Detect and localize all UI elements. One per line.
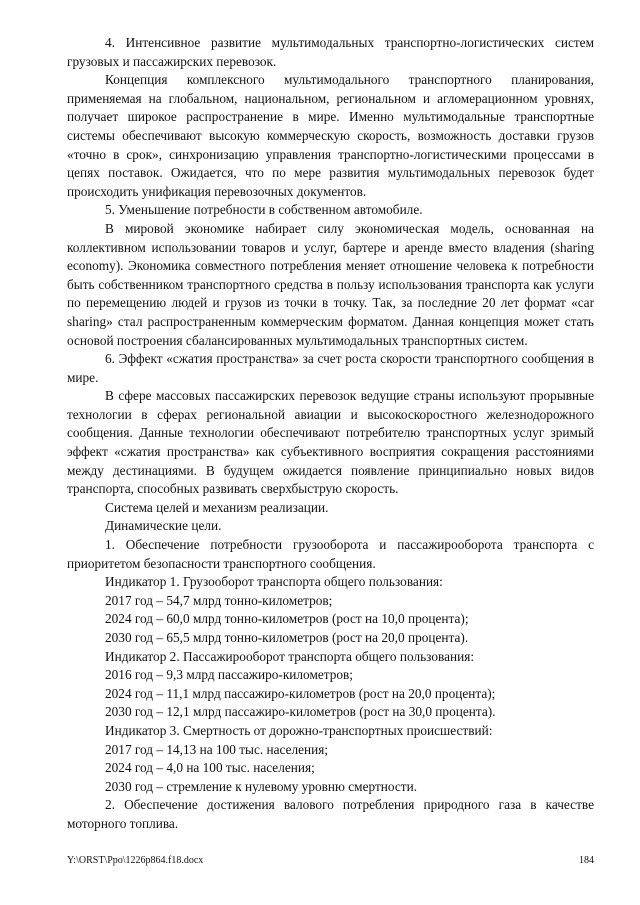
footer-file-path: Y:\ORST\Ppo\1226p864.f18.docx bbox=[67, 855, 204, 866]
document-body bbox=[67, 34, 594, 834]
paragraph: 1. Обеспечение потребности грузооборота и пассажирооборота транспорта с приоритетом безопасности транспортного сообщения. bbox=[67, 537, 594, 571]
indicator-value: 2017 год – 54,7 млрд тонно-километров; bbox=[105, 592, 333, 608]
indicator-value: 2030 год – 65,5 млрд тонно-километров (рост на 20,0 процента). bbox=[105, 630, 469, 645]
indicator-value: 2024 год – 11,1 млрд пассажиро-километров (рост на 20,0 процента); bbox=[105, 685, 496, 701]
page-number: 184 bbox=[579, 855, 594, 866]
indicator-value: 2016 год – 9,3 млрд пассажиро-километров; bbox=[105, 667, 354, 683]
paragraph: В сфере массовых пассажирских перевозок ведущие страны используют прорывные технологии в сферах региональной авиации и высокоскоростного железнодорожного сообщения. Данные технологии обеспечивают потребителю транспортных услуг зримый эффект «сжатия пространства» как субъективного восприятия сокращения расстояниями между дестинациями. В будущем ожидается появление принципиально новых видов транспорта, способных развивать сверхбыструю скорость. bbox=[67, 388, 594, 497]
paragraph: 4. Интенсивное развитие мультимодальных транспортно-логистических систем грузовых и пассажирских перевозок. bbox=[67, 35, 594, 69]
paragraph: В мировой экономике набирает силу экономическая модель, основанная на коллективном использовании товаров и услуг, бартере и аренде вместо владения (sharing economy). Экономика совместного потребления меняет отношение человека к потребности быть собственником транспортного средства в пользу использования транспорта как услуги по перемещению людей и грузов из точки в точку. Так, за последние 20 лет формат «car sharing» стал распространенным коммерческим форматом. Данная концепция может стать основой построения сбалансированных мультимодальных транспортных систем. bbox=[67, 220, 594, 348]
paragraph: 2. Обеспечение достижения валового потребления природного газа в качестве моторного топлива. bbox=[67, 797, 594, 831]
indicator-value: 2024 год – 60,0 млрд тонно-километров (рост на 10,0 процента); bbox=[105, 611, 469, 627]
paragraph: Концепция комплексного мультимодального транспортного планирования, применяемая на глобальном, национальном, региональном и агломерационном уровнях, получает широкое распространение в мире. Именно мультимодальные транспортные системы обеспечивают высокую коммерческую скорость, возможность доставки грузов «точно в срок», синхронизацию управления транспортно-логистическими процессами в цепях поставок. Ожидается, что по мере развития мультимодальных перевозок будет происходить унификация перевозочных документов. bbox=[67, 72, 594, 199]
indicator-value: 2030 год – стремление к нулевому уровню смертности. bbox=[105, 778, 418, 794]
indicator-value: 2017 год – 14,13 на 100 тыс. населения; bbox=[105, 741, 329, 757]
paragraph: Динамические цели. bbox=[105, 518, 222, 534]
indicator-value: 2030 год – 12,1 млрд пассажиро-километров (рост на 30,0 процента). bbox=[105, 704, 496, 720]
paragraph: 6. Эффект «сжатия пространства» за счет роста скорости транспортного сообщения в мире. bbox=[67, 351, 594, 385]
indicator-heading: Индикатор 3. Смертность от дорожно-транспортных происшествий: bbox=[105, 722, 493, 738]
paragraph: 5. Уменьшение потребности в собственном автомобиле. bbox=[105, 202, 423, 218]
indicator-heading: Индикатор 1. Грузооборот транспорта общего пользования: bbox=[105, 574, 443, 590]
indicator-heading: Индикатор 2. Пассажирооборот транспорта общего пользования: bbox=[105, 648, 475, 664]
paragraph: Система целей и механизм реализации. bbox=[105, 499, 329, 515]
indicator-value: 2024 год – 4,0 на 100 тыс. населения; bbox=[105, 760, 315, 776]
